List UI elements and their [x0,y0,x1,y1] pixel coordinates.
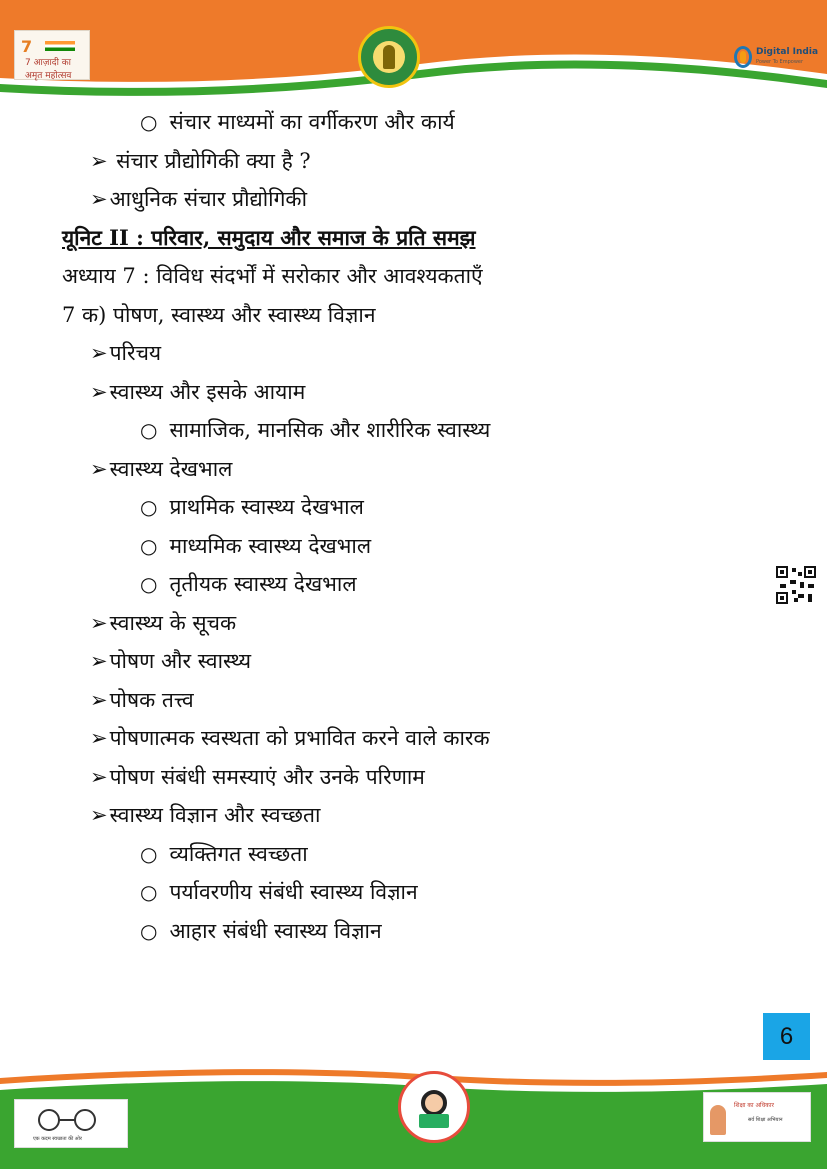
digital-india-text: Digital India [756,47,819,57]
swachh-bharat-logo [14,1099,128,1148]
circle-bullet-icon: ○ [140,919,158,943]
syllabus-line: ➢पोषक तत्त्व [90,688,194,712]
shiksha-ka-adhikar-logo [703,1092,811,1142]
circle-bullet-icon: ○ [140,842,158,866]
arrow-bullet-icon: ➢ [90,611,108,635]
page-number-badge [763,1013,810,1060]
chapter-heading: अध्याय 7 : विविध संदर्भों में सरोकार और आवश्यकताएँ [62,264,483,288]
arrow-bullet-icon: ➢ [90,765,108,789]
syllabus-line: ○ पर्यावरणीय संबंधी स्वास्थ्य विज्ञान [140,880,418,904]
digital-india-tagline: Power To Empower [756,59,804,65]
swachh-caption: एक कदम स्वच्छता की ओर [33,1136,82,1142]
syllabus-line: ➢स्वास्थ्य विज्ञान और स्वच्छता [90,803,321,827]
arrow-bullet-icon: ➢ [90,649,108,673]
syllabus-line: ○ माध्यमिक स्वास्थ्य देखभाल [140,534,372,558]
azadi-ka-amrit-mahotsav-logo: 7 7 आज़ादी का अमृत महोत्सव [14,30,90,80]
syllabus-line: ➢परिचय [90,341,162,365]
circle-bullet-icon: ○ [140,110,158,134]
circle-bullet-icon: ○ [140,880,158,904]
arrow-bullet-icon: ➢ [90,726,108,750]
arrow-bullet-icon: ➢ [90,803,108,827]
page-number: 6 [779,1022,794,1050]
arrow-bullet-icon: ➢ [90,380,108,404]
syllabus-line: ○ संचार माध्यमों का वर्गीकरण और कार्य [140,110,455,134]
syllabus-line: ➢आधुनिक संचार प्रौद्योगिकी [90,187,308,211]
unit-heading: यूनिट II : परिवार, समुदाय और समाज के प्रति समझ [62,225,476,250]
syllabus-line: ○ तृतीयक स्वास्थ्य देखभाल [140,572,357,596]
circle-bullet-icon: ○ [140,534,158,558]
syllabus-line: ➢स्वास्थ्य और इसके आयाम [90,380,306,404]
syllabus-line: ○ आहार संबंधी स्वास्थ्य विज्ञान [140,919,382,943]
arrow-bullet-icon: ➢ [90,187,108,211]
girl-icon [421,1090,447,1116]
shiksha-subtitle: सर्व शिक्षा अभियान [748,1117,783,1123]
circle-bullet-icon: ○ [140,572,158,596]
shiksha-title: शिक्षा का अधिकार [734,1102,774,1109]
section-heading: 7 क) पोषण, स्वास्थ्य और स्वास्थ्य विज्ञान [62,303,376,327]
syllabus-line: ➢ संचार प्रौद्योगिकी क्या है ? [90,149,311,173]
arrow-bullet-icon: ➢ [90,341,108,365]
beti-bachao-beti-padhao-logo [398,1071,470,1143]
arrow-bullet-icon: ➢ [90,149,108,173]
syllabus-line: ➢पोषणात्मक स्वस्थता को प्रभावित करने वाले कारक [90,726,490,750]
azadi-logo-text: 7 आज़ादी का अमृत महोत्सव [25,58,72,81]
nios-emblem-logo [358,26,420,88]
arrow-bullet-icon: ➢ [90,688,108,712]
syllabus-line: ➢स्वास्थ्य देखभाल [90,457,233,481]
circle-bullet-icon: ○ [140,418,158,442]
syllabus-line: ➢पोषण और स्वास्थ्य [90,649,252,673]
child-icon [710,1105,726,1135]
syllabus-line: ➢पोषण संबंधी समस्याएं और उनके परिणाम [90,765,425,789]
book-icon [419,1114,449,1128]
syllabus-line: ➢स्वास्थ्य के सूचक [90,611,237,635]
spectacles-icon [27,1108,107,1132]
syllabus-line: ○ प्राथमिक स्वास्थ्य देखभाल [140,495,364,519]
digital-india-logo [734,44,819,70]
circle-bullet-icon: ○ [140,495,158,519]
arrow-bullet-icon: ➢ [90,457,108,481]
qr-code-icon[interactable] [776,566,816,604]
syllabus-line: ○ सामाजिक, मानसिक और शारीरिक स्वास्थ्य [140,418,491,442]
digital-india-icon [734,46,752,68]
syllabus-line: ○ व्यक्तिगत स्वच्छता [140,842,308,866]
